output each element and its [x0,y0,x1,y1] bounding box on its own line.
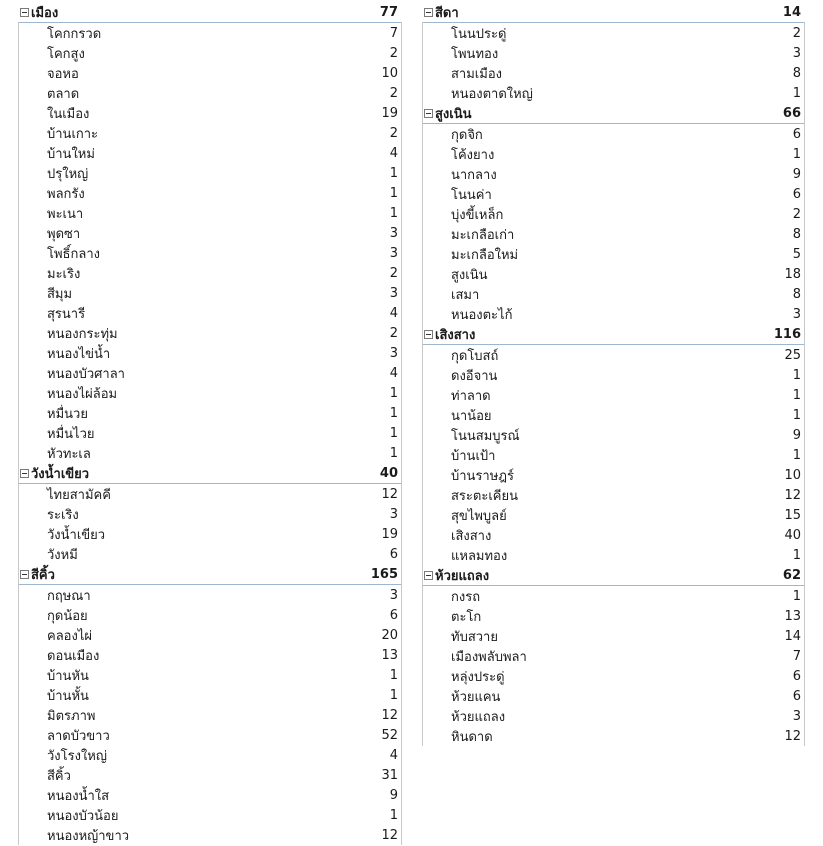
subdistrict-name: วังโรงใหญ่ [47,748,107,764]
subdistrict-name: สุรนารี [47,306,86,322]
subdistrict-name: ห้วยแถลง [451,709,506,725]
district-name: เมือง [31,5,59,21]
subdistrict-count: 8 [792,286,801,302]
subdistrict-name: หัวทะเล [47,446,91,462]
subdistrict-name: บ้านเป้า [451,448,496,464]
subdistrict-row [18,725,402,745]
subdistrict-name: แหลมทอง [451,548,508,564]
subdistrict-row [422,525,805,545]
collapse-toggle-icon[interactable] [424,571,433,580]
subdistrict-name: โนนประดู่ [451,26,507,42]
subdistrict-row [18,203,402,223]
subdistrict-row [422,686,805,706]
subdistrict-count: 3 [792,306,801,322]
subdistrict-row [18,123,402,143]
collapse-toggle-icon[interactable] [20,8,29,17]
subdistrict-name: นาน้อย [451,408,492,424]
subdistrict-count: 2 [389,125,398,141]
subdistrict-row [422,626,805,646]
subdistrict-count: 1 [792,367,801,383]
subdistrict-row [18,665,402,685]
subdistrict-count: 4 [389,145,398,161]
subdistrict-row [18,645,402,665]
district-total: 14 [782,4,801,20]
subdistrict-name: ปรุใหญ่ [47,166,89,182]
subdistrict-count: 19 [381,526,398,542]
subdistrict-count: 2 [792,206,801,222]
subdistrict-row [18,625,402,645]
subdistrict-name: สุขไพบูลย์ [451,508,507,524]
subdistrict-row [18,403,402,423]
subdistrict-name: หลุ่งประดู่ [451,669,505,685]
subdistrict-row [18,524,402,544]
subdistrict-count: 5 [792,246,801,262]
column-right-border [804,22,805,746]
subdistrict-name: กงรถ [451,589,481,605]
subdistrict-count: 40 [784,527,801,543]
district-total: 116 [773,326,801,342]
subdistrict-name: ตลาด [47,86,80,102]
subdistrict-row [18,83,402,103]
subdistrict-row [422,405,805,425]
subdistrict-row [422,445,805,465]
subdistrict-count: 4 [389,365,398,381]
district-name: เสิงสาง [435,327,476,343]
subdistrict-row [18,43,402,63]
subdistrict-row [18,223,402,243]
subdistrict-row [422,646,805,666]
subdistrict-name: โคกสูง [47,46,85,62]
subdistrict-row [18,323,402,343]
subdistrict-count: 2 [389,45,398,61]
subdistrict-count: 3 [389,345,398,361]
district-name: สีดา [435,5,459,21]
subdistrict-row [18,143,402,163]
left-pivot-column [18,2,402,845]
subdistrict-count: 1 [792,146,801,162]
subdistrict-name: กุดโบสถ์ [451,348,499,364]
subdistrict-count: 20 [381,627,398,643]
subdistrict-name: หนองตะไก้ [451,307,513,323]
subdistrict-name: ห้วยแคน [451,689,501,705]
subdistrict-row [18,785,402,805]
subdistrict-row [422,43,805,63]
subdistrict-count: 1 [389,185,398,201]
subdistrict-row [422,586,805,606]
subdistrict-row [18,163,402,183]
subdistrict-name: ในเมือง [47,106,90,122]
subdistrict-name: กุดน้อย [47,608,88,624]
subdistrict-count: 12 [784,728,801,744]
subdistrict-name: บ้านหัน [47,668,89,684]
subdistrict-row [422,124,805,144]
subdistrict-name: ตะโก [451,609,482,625]
subdistrict-row [18,443,402,463]
subdistrict-row [422,365,805,385]
subdistrict-name: โคกกรวด [47,26,102,42]
subdistrict-row [18,343,402,363]
district-name: สีคิ้ว [31,567,55,583]
subdistrict-count: 25 [784,347,801,363]
subdistrict-name: เมืองพลับพลา [451,649,527,665]
district-total: 40 [379,465,398,481]
subdistrict-name: มะเกลือใหม่ [451,247,519,263]
subdistrict-count: 15 [784,507,801,523]
column-right-border [401,22,402,845]
subdistrict-name: ลาดบัวขาว [47,728,110,744]
subdistrict-name: หนองตาดใหญ่ [451,86,533,102]
subdistrict-row [422,224,805,244]
district-total: 165 [370,566,398,582]
district-name: สูงเนิน [435,106,472,122]
subdistrict-row [422,425,805,445]
subdistrict-row [18,585,402,605]
subdistrict-count: 1 [792,407,801,423]
subdistrict-row [18,283,402,303]
subdistrict-row [18,63,402,83]
subdistrict-name: คลองไผ่ [47,628,92,644]
subdistrict-count: 14 [784,628,801,644]
right-pivot-column [422,2,805,746]
subdistrict-count: 52 [381,727,398,743]
subdistrict-count: 9 [389,787,398,803]
subdistrict-name: หนองไข่น้ำ [47,346,111,362]
subdistrict-name: หนองบัวน้อย [47,808,119,824]
district-total: 77 [379,4,398,20]
subdistrict-count: 3 [792,708,801,724]
district-name: ห้วยแถลง [435,568,490,584]
subdistrict-count: 31 [381,767,398,783]
subdistrict-count: 8 [792,226,801,242]
subdistrict-name: จอหอ [47,66,79,82]
subdistrict-count: 12 [381,486,398,502]
district-total: 62 [782,567,801,583]
collapse-toggle-icon[interactable] [20,469,29,478]
subdistrict-count: 2 [389,325,398,341]
subdistrict-count: 1 [792,447,801,463]
subdistrict-name: สามเมือง [451,66,502,82]
subdistrict-row [18,765,402,785]
subdistrict-row [18,423,402,443]
subdistrict-name: โพนทอง [451,46,499,62]
subdistrict-row [422,606,805,626]
subdistrict-row [422,23,805,43]
subdistrict-row [422,244,805,264]
subdistrict-row [18,103,402,123]
subdistrict-row [422,204,805,224]
subdistrict-row [18,745,402,765]
subdistrict-name: กุดจิก [451,127,483,143]
subdistrict-count: 6 [389,546,398,562]
district-header-row [422,324,805,345]
subdistrict-row [422,284,805,304]
subdistrict-count: 6 [792,688,801,704]
subdistrict-row [422,184,805,204]
subdistrict-name: โค้งยาง [451,147,495,163]
subdistrict-name: พลกรัง [47,186,85,202]
subdistrict-count: 1 [792,387,801,403]
column-left-border [422,22,423,746]
subdistrict-name: สูงเนิน [451,267,488,283]
subdistrict-count: 1 [792,547,801,563]
subdistrict-row [18,183,402,203]
subdistrict-name: สีมุม [47,286,73,302]
subdistrict-row [422,706,805,726]
subdistrict-name: ดอนเมือง [47,648,100,664]
subdistrict-count: 1 [389,165,398,181]
subdistrict-name: มะเกลือเก่า [451,227,515,243]
subdistrict-row [18,243,402,263]
district-group [18,564,402,845]
subdistrict-row [18,805,402,825]
subdistrict-name: มิตรภาพ [47,708,96,724]
subdistrict-count: 1 [389,667,398,683]
subdistrict-count: 3 [389,285,398,301]
subdistrict-count: 13 [784,608,801,624]
subdistrict-count: 9 [792,427,801,443]
subdistrict-count: 1 [389,425,398,441]
subdistrict-count: 1 [389,445,398,461]
district-group [422,565,805,746]
subdistrict-row [18,825,402,845]
subdistrict-row [18,544,402,564]
subdistrict-name: สระตะเคียน [451,488,518,504]
subdistrict-row [18,484,402,504]
subdistrict-name: หนองน้ำใส [47,788,110,804]
subdistrict-name: เสมา [451,287,480,303]
district-header-row [422,565,805,586]
subdistrict-name: ทับสวาย [451,629,498,645]
district-group [422,324,805,565]
subdistrict-count: 1 [389,807,398,823]
district-header-row [422,103,805,124]
subdistrict-name: พุดซา [47,226,81,242]
subdistrict-name: พะเนา [47,206,84,222]
subdistrict-row [18,705,402,725]
subdistrict-name: หนองกระทุ่ม [47,326,118,342]
subdistrict-count: 6 [792,126,801,142]
subdistrict-count: 4 [389,305,398,321]
subdistrict-count: 2 [792,25,801,41]
subdistrict-row [18,685,402,705]
subdistrict-count: 1 [389,405,398,421]
subdistrict-count: 4 [389,747,398,763]
subdistrict-count: 12 [381,827,398,843]
subdistrict-count: 7 [792,648,801,664]
subdistrict-name: โพธิ์กลาง [47,246,100,262]
subdistrict-row [422,63,805,83]
subdistrict-count: 12 [784,487,801,503]
district-header-row [18,2,402,23]
subdistrict-name: โนนค่า [451,187,492,203]
district-header-row [18,564,402,585]
subdistrict-name: สีคิ้ว [47,768,71,784]
subdistrict-name: ดงอีจาน [451,368,498,384]
subdistrict-name: หนองไผ่ล้อม [47,386,118,402]
subdistrict-name: หินดาด [451,729,493,745]
subdistrict-row [422,505,805,525]
subdistrict-name: กฤษณา [47,588,91,604]
subdistrict-count: 8 [792,65,801,81]
subdistrict-row [18,303,402,323]
subdistrict-name: วังหมี [47,547,78,563]
district-total: 66 [782,105,801,121]
subdistrict-row [422,726,805,746]
subdistrict-count: 3 [389,587,398,603]
subdistrict-count: 1 [389,687,398,703]
subdistrict-row [422,304,805,324]
subdistrict-row [18,263,402,283]
subdistrict-count: 13 [381,647,398,663]
subdistrict-name: บ้านใหม่ [47,146,95,162]
subdistrict-name: หนองบัวศาลา [47,366,125,382]
subdistrict-name: หมื่นวย [47,406,88,422]
subdistrict-count: 2 [389,85,398,101]
subdistrict-row [422,545,805,565]
subdistrict-name: ท่าลาด [451,388,491,404]
subdistrict-count: 3 [389,506,398,522]
subdistrict-count: 10 [784,467,801,483]
subdistrict-name: หนองหญ้าขาว [47,828,130,844]
subdistrict-count: 2 [389,265,398,281]
subdistrict-count: 9 [792,166,801,182]
subdistrict-count: 12 [381,707,398,723]
subdistrict-count: 6 [389,607,398,623]
subdistrict-name: บุ่งขี้เหล็ก [451,207,504,223]
subdistrict-name: บ้านเกาะ [47,126,99,142]
subdistrict-row [422,666,805,686]
subdistrict-name: มะเริง [47,266,81,282]
subdistrict-count: 1 [792,85,801,101]
subdistrict-row [18,383,402,403]
subdistrict-name: บ้านราษฎร์ [451,468,515,484]
subdistrict-count: 10 [381,65,398,81]
subdistrict-count: 1 [389,385,398,401]
subdistrict-count: 3 [389,245,398,261]
district-group [18,463,402,564]
subdistrict-row [422,345,805,365]
district-header-row [18,463,402,484]
district-group [18,2,402,463]
subdistrict-row [18,504,402,524]
subdistrict-count: 18 [784,266,801,282]
subdistrict-count: 6 [792,186,801,202]
subdistrict-count: 3 [792,45,801,61]
district-group [422,103,805,324]
subdistrict-name: นากลาง [451,167,497,183]
subdistrict-row [422,83,805,103]
district-name: วังน้ำเขียว [31,466,90,482]
subdistrict-name: ระเริง [47,507,79,523]
subdistrict-name: บ้านหั้น [47,688,89,704]
collapse-toggle-icon[interactable] [424,330,433,339]
district-group [422,2,805,103]
collapse-toggle-icon[interactable] [424,8,433,17]
collapse-toggle-icon[interactable] [424,109,433,118]
district-header-row [422,2,805,23]
subdistrict-count: 1 [792,588,801,604]
subdistrict-name: หมื่นไวย [47,426,95,442]
subdistrict-row [422,264,805,284]
subdistrict-count: 1 [389,205,398,221]
subdistrict-row [18,23,402,43]
subdistrict-row [422,385,805,405]
subdistrict-row [18,605,402,625]
subdistrict-count: 19 [381,105,398,121]
subdistrict-row [422,465,805,485]
subdistrict-row [422,485,805,505]
subdistrict-row [422,144,805,164]
subdistrict-name: เสิงสาง [451,528,492,544]
subdistrict-row [18,363,402,383]
subdistrict-row [422,164,805,184]
subdistrict-name: โนนสมบูรณ์ [451,428,520,444]
collapse-toggle-icon[interactable] [20,570,29,579]
column-left-border [18,22,19,845]
subdistrict-count: 7 [389,25,398,41]
subdistrict-name: ไทยสามัคคี [47,487,111,503]
subdistrict-count: 3 [389,225,398,241]
subdistrict-count: 6 [792,668,801,684]
subdistrict-name: วังน้ำเขียว [47,527,106,543]
